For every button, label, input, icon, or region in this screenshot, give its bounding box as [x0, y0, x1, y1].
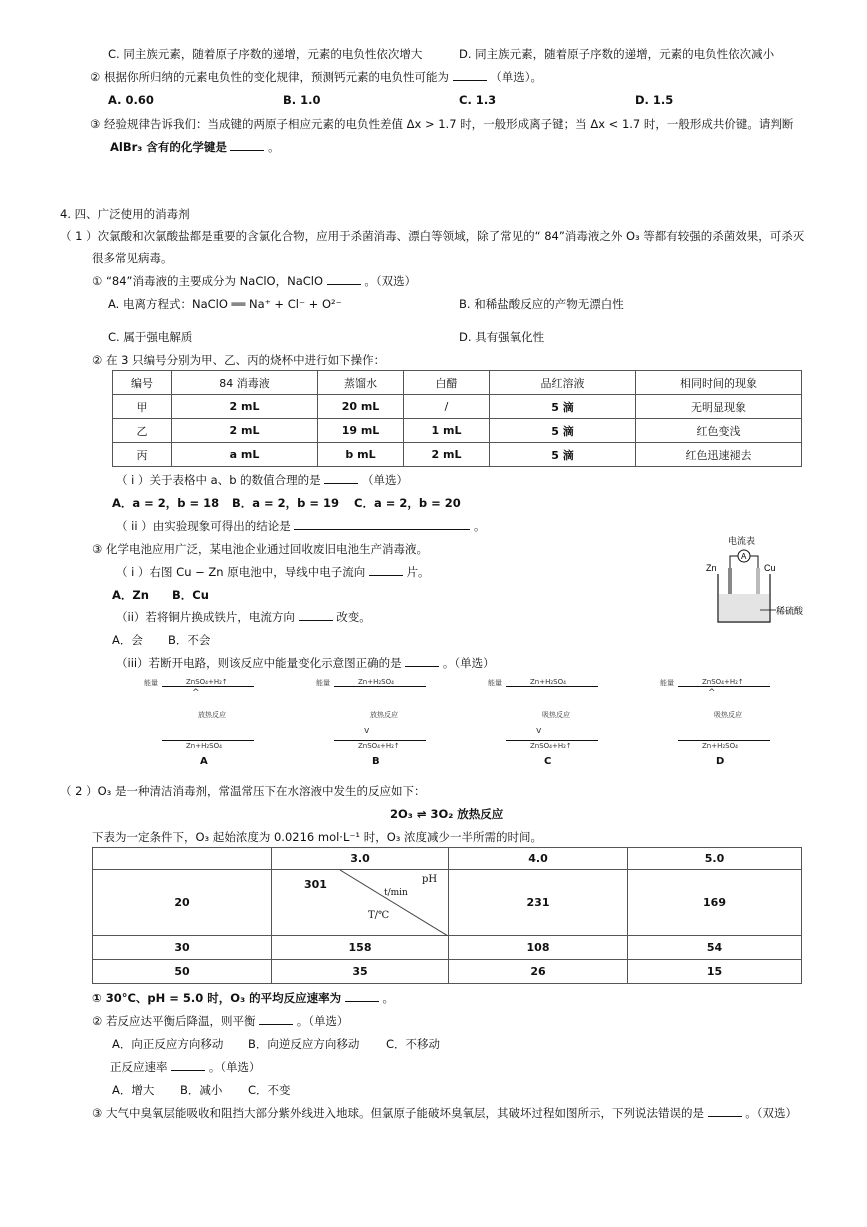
- arrow-down-icon: v: [364, 726, 370, 736]
- acid-label: 稀硫酸: [776, 606, 804, 616]
- table-cell: 5 滴: [490, 443, 636, 467]
- top-level-label: ZnSO₄+H₂↑: [186, 678, 228, 686]
- question-3i: [116, 564, 430, 580]
- energy-axis-label: 能量: [144, 679, 158, 687]
- table-header: 品红溶液: [490, 371, 636, 395]
- reactant-level: [162, 740, 254, 741]
- energy-diagram-a[interactable]: [142, 676, 262, 768]
- table-cell: a mL: [172, 443, 318, 467]
- answer-blank[interactable]: [708, 1106, 742, 1117]
- ozone-question-1: [92, 990, 394, 1006]
- choice-a[interactable]: A. 电离方程式：NaClO ══ Na⁺ + Cl⁻ + O²⁻: [108, 297, 342, 311]
- answer-blank[interactable]: [405, 656, 439, 667]
- experiment-table: [112, 370, 802, 467]
- table-cell: 26: [449, 960, 628, 984]
- table-row: [93, 936, 802, 960]
- table-header-row: [113, 371, 802, 395]
- process-label: 吸热反应: [714, 711, 742, 719]
- choice-b[interactable]: B．a = 2，b = 19: [232, 496, 340, 510]
- battery-intro: ③ 化学电池应用广泛，某电池企业通过回收废旧电池生产消毒液。: [92, 542, 428, 556]
- answer-blank[interactable]: [171, 1060, 205, 1071]
- question-84-prefix: ① “84”消毒液的主要成分为 NaClO，NaClO: [92, 274, 324, 288]
- ozone-question-3: [92, 1105, 797, 1121]
- ozone-table: [92, 847, 802, 984]
- choice-c[interactable]: C. 1.3: [459, 93, 497, 107]
- temperature-label: T/℃: [368, 910, 390, 921]
- top-level-label: ZnSO₄+H₂↑: [702, 678, 744, 686]
- arrow-down-icon: v: [536, 726, 542, 736]
- paragraph-1-line1: （ 1 ）次氯酸和次氯酸盐都是重要的含氯化合物，应用于杀菌消毒、漂白等领域，除了常见的“ 84”消毒液之外 O₃ 等都有较强的杀菌效果，可杀灭: [60, 229, 805, 243]
- table-header: 3.0: [272, 848, 449, 870]
- cu-label: Cu: [764, 563, 776, 573]
- energy-axis-label: 能量: [660, 679, 674, 687]
- experiment-intro: ② 在 3 只编号分别为甲、乙、丙的烧杯中进行如下操作：: [92, 353, 386, 367]
- table-cell: 5 滴: [490, 395, 636, 419]
- bottom-level-label: Zn+H₂SO₄: [702, 742, 738, 750]
- choice-a[interactable]: A．增大: [112, 1083, 155, 1097]
- table-cell: 丙: [113, 443, 172, 467]
- energy-diagram-b[interactable]: [314, 676, 434, 768]
- ozone-q2-prefix: ② 若反应达平衡后降温，则平衡: [92, 1014, 256, 1028]
- answer-blank[interactable]: [324, 473, 358, 484]
- galvanic-cell-diagram: [700, 534, 820, 630]
- choice-c[interactable]: C. 属于强电解质: [108, 330, 193, 344]
- table-cell: 甲: [113, 395, 172, 419]
- energy-axis-label: 能量: [316, 679, 330, 687]
- product-level: [506, 740, 598, 741]
- top-level-label: Zn+H₂SO₄: [530, 678, 566, 686]
- table-cell: 20: [93, 870, 272, 936]
- table-cell: 2 mL: [404, 443, 490, 467]
- choice-c[interactable]: C．不变: [248, 1083, 291, 1097]
- question-3-suffix: 。: [268, 140, 280, 154]
- top-level-label: Zn+H₂SO₄: [358, 678, 394, 686]
- choice-a[interactable]: A．向正反应方向移动: [112, 1037, 224, 1051]
- arrow-up-icon: ^: [708, 688, 716, 698]
- choice-a[interactable]: A．会: [112, 633, 143, 647]
- energy-axis-label: 能量: [488, 679, 502, 687]
- table-cell: 50: [93, 960, 272, 984]
- table-cell: 19 mL: [318, 419, 404, 443]
- table-cell: 5 滴: [490, 419, 636, 443]
- question-3-line2: [110, 139, 280, 155]
- table-header: 白醋: [404, 371, 490, 395]
- question-84-suffix: 。（双选）: [364, 274, 417, 288]
- bottom-level-label: ZnSO₄+H₂↑: [358, 742, 400, 750]
- question-3-prefix: AlBr₃ 含有的化学键是: [110, 140, 227, 154]
- product-level: [162, 686, 254, 687]
- question-2i-prefix: （ i ）关于表格中 a、b 的数值合理的是: [116, 473, 321, 487]
- ozone-q1-prefix: ① 30°C、pH = 5.0 时，O₃ 的平均反应速率为: [92, 991, 342, 1005]
- choice-b[interactable]: B．不会: [168, 633, 211, 647]
- zn-label: Zn: [706, 563, 717, 573]
- table-cell: 231: [449, 870, 628, 936]
- section-title: 4. 四、广泛使用的消毒剂: [60, 207, 190, 221]
- question-2-suffix: （单选）。: [490, 70, 543, 84]
- ozone-q3-suffix: 。（双选）: [745, 1106, 798, 1120]
- table-row: [93, 960, 802, 984]
- table-cell: 169: [628, 870, 802, 936]
- question-2ii-prefix: （ ii ）由实验现象可得出的结论是: [116, 519, 291, 533]
- table-header: 4.0: [449, 848, 628, 870]
- answer-blank[interactable]: [327, 274, 361, 285]
- paragraph-2-line1: （ 2 ）O₃ 是一种清洁消毒剂，常温常压下在水溶液中发生的反应如下：: [60, 784, 426, 798]
- choice-a[interactable]: A. 0.60: [108, 93, 154, 107]
- choice-a[interactable]: A．a = 2，b = 18: [112, 496, 220, 510]
- table-header: 5.0: [628, 848, 802, 870]
- ozone-q2b-prefix: 正反应速率: [110, 1060, 168, 1074]
- table-header: 84 消毒液: [172, 371, 318, 395]
- ozone-q1-suffix: 。: [382, 991, 394, 1005]
- ammeter-symbol: A: [741, 552, 747, 561]
- table-header-row: [93, 848, 802, 870]
- product-level: [678, 686, 770, 687]
- question-3iii-suffix: 。（单选）: [442, 656, 495, 670]
- question-3ii-prefix: （ii）若将铜片换成铁片，电流方向: [116, 610, 295, 624]
- bottom-level-label: Zn+H₂SO₄: [186, 742, 222, 750]
- question-3ii-suffix: 改变。: [336, 610, 371, 624]
- choice-b[interactable]: B．减小: [180, 1083, 223, 1097]
- process-label: 放热反应: [198, 711, 226, 719]
- time-label: t/min: [384, 888, 408, 898]
- choice-a[interactable]: A．Zn: [112, 588, 149, 602]
- table-cell: 15: [628, 960, 802, 984]
- table-cell: b mL: [318, 443, 404, 467]
- table-cell: 158: [272, 936, 449, 960]
- option-label: A: [200, 756, 208, 767]
- table-cell: 红色迅速褪去: [636, 443, 802, 467]
- answer-blank[interactable]: [369, 565, 403, 576]
- question-2i: [116, 472, 408, 488]
- paragraph-1-line2: 很多常见病毒。: [92, 251, 173, 265]
- choice-b[interactable]: B. 和稀盐酸反应的产物无漂白性: [459, 297, 624, 311]
- product-level: [334, 740, 426, 741]
- ozone-q2-suffix: 。（单选）: [296, 1014, 349, 1028]
- table-row: [113, 443, 802, 467]
- table-cell: /: [404, 395, 490, 419]
- reactant-level: [506, 686, 598, 687]
- table-cell: 35: [272, 960, 449, 984]
- question-2i-suffix: （单选）: [361, 473, 408, 487]
- question-3iii: [116, 655, 495, 671]
- question-3ii: [116, 609, 371, 625]
- table-cell: 无明显现象: [636, 395, 802, 419]
- question-2-prefix: ② 根据你所归纳的元素电负性的变化规律，预测钙元素的电负性可能为: [90, 70, 449, 84]
- ozone-q2b-suffix: 。（单选）: [208, 1060, 261, 1074]
- question-3i-suffix: 片。: [406, 565, 430, 579]
- table-cell: 108: [449, 936, 628, 960]
- energy-diagram-d[interactable]: [658, 676, 778, 768]
- energy-diagram-c[interactable]: [486, 676, 606, 768]
- choice-d[interactable]: D. 1.5: [635, 93, 674, 107]
- answer-blank[interactable]: [230, 140, 264, 151]
- choice-c[interactable]: C．a = 2，b = 20: [354, 496, 461, 510]
- electrolyte: [719, 594, 769, 621]
- table-header: 相同时间的现象: [636, 371, 802, 395]
- table-header: 蒸馏水: [318, 371, 404, 395]
- question-2: [90, 69, 542, 85]
- question-2ii: [116, 518, 486, 534]
- process-label: 吸热反应: [542, 711, 570, 719]
- option-label: B: [372, 756, 380, 767]
- reactant-level: [678, 740, 770, 741]
- answer-blank[interactable]: [299, 610, 333, 621]
- ph-label: pH: [422, 874, 438, 885]
- ozone-q3-prefix: ③ 大气中臭氧层能吸收和阻挡大部分紫外线进入地球。但氯原子能破坏臭氧层，其破坏过程如图所示，下列说法错误的是: [92, 1106, 704, 1120]
- option-label: C: [544, 756, 552, 767]
- answer-blank[interactable]: [345, 991, 379, 1002]
- process-label: 放热反应: [370, 711, 398, 719]
- table-cell: 20 mL: [318, 395, 404, 419]
- question-2ii-suffix: 。: [474, 519, 486, 533]
- answer-blank[interactable]: [453, 70, 487, 81]
- ozone-question-2: [92, 1013, 349, 1029]
- question-3i-prefix: （ i ）右图 Cu − Zn 原电池中，导线中电子流向: [116, 565, 366, 579]
- choice-c[interactable]: C．不移动: [386, 1037, 441, 1051]
- ozone-question-2b: [110, 1059, 261, 1075]
- table-cell: 2 mL: [172, 395, 318, 419]
- meter-label: 电流表: [728, 536, 756, 546]
- table-cell: 乙: [113, 419, 172, 443]
- table-cell: 红色变浅: [636, 419, 802, 443]
- table-cell: 30: [93, 936, 272, 960]
- choice-b[interactable]: B．Cu: [172, 588, 209, 602]
- question-3-line1: ③ 经验规律告诉我们：当成键的两原子相应元素的电负性差值 Δx > 1.7 时，一般形成离子键；当 Δx < 1.7 时，一般形成共价键。请判断: [90, 117, 794, 131]
- arrow-up-icon: ^: [192, 688, 200, 698]
- table-cell: 2 mL: [172, 419, 318, 443]
- table-cell: 54: [628, 936, 802, 960]
- table-header: [93, 848, 272, 870]
- bottom-level-label: ZnSO₄+H₂↑: [530, 742, 572, 750]
- answer-blank[interactable]: [294, 519, 470, 530]
- table-row: [93, 870, 802, 936]
- option-d-text: D. 同主族元素，随着原子序数的递增，元素的电负性依次减小: [459, 47, 775, 61]
- table-intro: 下表为一定条件下，O₃ 起始浓度为 0.0216 mol·L⁻¹ 时，O₃ 浓度减少一半所需的时间。: [92, 830, 543, 844]
- table-cell-value: 301: [304, 878, 327, 891]
- table-row: [113, 419, 802, 443]
- table-header: 编号: [113, 371, 172, 395]
- question-3iii-prefix: （iii）若断开电路，则该反应中能量变化示意图正确的是: [116, 656, 402, 670]
- table-row: [113, 395, 802, 419]
- reactant-level: [334, 686, 426, 687]
- answer-blank[interactable]: [259, 1014, 293, 1025]
- choice-d[interactable]: D. 具有强氧化性: [459, 330, 545, 344]
- table-cell: 1 mL: [404, 419, 490, 443]
- option-label: D: [716, 756, 725, 767]
- reaction-equation: 2O₃ ⇌ 3O₂ 放热反应: [390, 807, 504, 821]
- option-c-text: C. 同主族元素，随着原子序数的递增，元素的电负性依次增大: [108, 47, 423, 61]
- choice-b[interactable]: B．向逆反应方向移动: [248, 1037, 360, 1051]
- diagonal-header-cell: [272, 870, 449, 936]
- question-84: [92, 273, 416, 289]
- choice-b[interactable]: B. 1.0: [283, 93, 321, 107]
